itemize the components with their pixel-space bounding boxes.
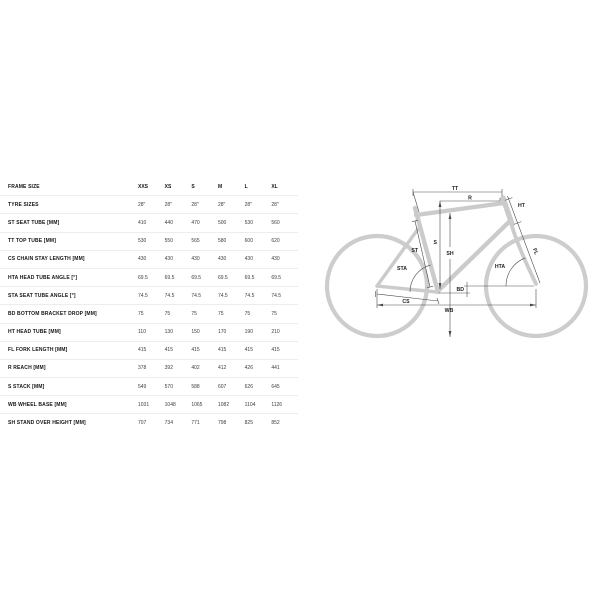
geometry-diagram [322, 173, 598, 347]
row-value: 69.5 [271, 274, 282, 281]
row-value: 798 [217, 420, 227, 427]
row-value: 75 [191, 310, 197, 317]
row-value: 69.5 [191, 274, 202, 281]
row-value: 210 [271, 329, 280, 336]
row-value: 426 [244, 365, 253, 372]
row-value: 570 [164, 383, 173, 390]
row-label: TT TOP TUBE [MM] [8, 238, 57, 245]
row-value: 110 [138, 329, 146, 336]
table-row [0, 414, 298, 431]
row-value: 170 [217, 329, 227, 336]
dim-label-hta: HTA [494, 264, 506, 270]
row-label: SH STAND OVER HEIGHT [MM] [8, 420, 86, 427]
table-row [0, 305, 298, 323]
row-value: 150 [191, 329, 200, 336]
row-value: 412 [217, 365, 227, 372]
row-value: 415 [191, 347, 200, 354]
row-value: 607 [217, 383, 227, 390]
row-value: 410 [138, 219, 147, 226]
row-value: 378 [138, 365, 147, 372]
geometry-table [0, 178, 298, 432]
row-value: 440 [164, 219, 173, 226]
row-value: 415 [164, 347, 173, 354]
row-value: 430 [138, 256, 147, 263]
bike-frame [377, 195, 536, 292]
row-value: 580 [217, 238, 227, 245]
row-value: 28" [271, 201, 279, 208]
row-label: S STACK [MM] [8, 383, 45, 390]
table-row [0, 196, 298, 214]
size-header-xs: XS [164, 183, 172, 190]
row-value: 500 [217, 219, 227, 226]
row-value: 75 [271, 310, 277, 317]
geometry-table-body [0, 196, 298, 431]
row-value: 75 [138, 310, 144, 317]
table-row [0, 378, 298, 396]
size-header-s: S [191, 183, 195, 190]
row-value: 530 [138, 238, 147, 245]
row-label: TYRE SIZES [8, 201, 39, 208]
row-label: WB WHEEL BASE [MM] [8, 401, 67, 408]
row-value: 69.5 [244, 274, 255, 281]
row-value: 707 [138, 420, 147, 427]
row-value: 588 [191, 383, 200, 390]
table-row [0, 251, 298, 269]
row-value: 415 [217, 347, 227, 354]
row-value: 392 [164, 365, 173, 372]
row-value: 415 [244, 347, 253, 354]
table-row [0, 324, 298, 342]
dim-label-sh: SH [446, 251, 454, 257]
dim-label-ht: HT [518, 203, 525, 209]
head-tube [503, 198, 512, 224]
size-header-xxs: XXS [138, 183, 149, 190]
row-value: 1048 [164, 401, 176, 408]
row-value: 626 [244, 383, 253, 390]
row-value: 441 [271, 365, 280, 372]
top-tube [416, 203, 504, 215]
row-value: 74.5 [191, 292, 202, 299]
row-value: 28" [217, 201, 226, 208]
dim-label-r: R [468, 195, 472, 202]
row-value: 645 [271, 383, 280, 390]
dim-label-cs: CS [402, 299, 410, 305]
row-value: 69.5 [217, 274, 228, 281]
row-value: 430 [191, 256, 200, 263]
row-value: 74.5 [164, 292, 175, 299]
row-value: 28" [138, 201, 146, 208]
row-value: 771 [191, 420, 200, 427]
row-value: 75 [164, 310, 171, 317]
row-value: 74.5 [271, 292, 282, 299]
table-row [0, 214, 298, 232]
row-value: 75 [217, 310, 224, 317]
row-label: HT HEAD TUBE [MM] [8, 329, 61, 336]
row-value: 74.5 [217, 292, 228, 299]
row-label: ST SEAT TUBE [MM] [8, 219, 60, 226]
table-row [0, 269, 298, 287]
row-value: 852 [271, 420, 280, 427]
row-label: BD BOTTOM BRACKET DROP [MM] [8, 310, 97, 317]
row-label: R REACH [MM] [8, 365, 46, 372]
table-row [0, 342, 298, 360]
row-value: 130 [164, 329, 173, 336]
row-value: 74.5 [244, 292, 255, 299]
dim-label-wb: WB [444, 308, 454, 314]
dim-label-tt: TT [451, 186, 459, 192]
row-value: 69.5 [138, 274, 148, 281]
row-value: 620 [271, 238, 280, 245]
row-value: 734 [164, 420, 173, 427]
frame-size-header: FRAME SIZE [8, 183, 40, 190]
dim-label-sta: STA [397, 266, 407, 272]
size-header-xl: XL [271, 183, 278, 190]
row-value: 402 [191, 365, 200, 372]
row-value: 430 [244, 256, 253, 263]
row-label: FL FORK LENGTH [MM] [8, 347, 68, 354]
table-header-row [0, 178, 298, 196]
table-row [0, 360, 298, 378]
row-value: 430 [271, 256, 280, 263]
row-value: 75 [244, 310, 251, 317]
fork [511, 223, 536, 284]
row-label: CS CHAIN STAY LENGTH [MM] [8, 256, 85, 263]
size-header-m: M [217, 183, 223, 190]
row-value: 74.5 [138, 292, 148, 299]
row-value: 565 [191, 238, 200, 245]
row-value: 1065 [191, 401, 203, 408]
table-row [0, 287, 298, 305]
dim-label-fl: FL [530, 247, 539, 256]
row-value: 550 [164, 238, 173, 245]
row-value: 28" [244, 201, 252, 208]
row-label: HTA HEAD TUBE ANGLE [°] [8, 274, 78, 281]
row-value: 825 [244, 420, 253, 427]
row-value: 600 [244, 238, 253, 245]
row-value: 415 [138, 347, 147, 354]
row-value: 549 [138, 383, 147, 390]
row-value: 530 [244, 219, 253, 226]
row-value: 560 [271, 219, 280, 226]
row-value: 415 [271, 347, 280, 354]
row-value: 28" [164, 201, 172, 208]
row-value: 470 [191, 219, 200, 226]
row-value: 1082 [217, 401, 230, 408]
dim-label-bd: BD [456, 287, 464, 293]
dim-label-st: ST [411, 248, 418, 254]
dim-label-s: S [433, 240, 437, 246]
row-value: 1031 [138, 401, 150, 408]
row-value: 1104 [244, 401, 256, 408]
table-row [0, 396, 298, 414]
row-value: 28" [191, 201, 199, 208]
row-value: 69.5 [164, 274, 175, 281]
row-value: 430 [164, 256, 173, 263]
row-label: STA SEAT TUBE ANGLE [°] [8, 292, 76, 299]
size-header-l: L [244, 183, 248, 190]
table-row [0, 233, 298, 251]
row-value: 1126 [271, 401, 283, 408]
row-value: 430 [217, 256, 227, 263]
row-value: 190 [244, 329, 253, 336]
